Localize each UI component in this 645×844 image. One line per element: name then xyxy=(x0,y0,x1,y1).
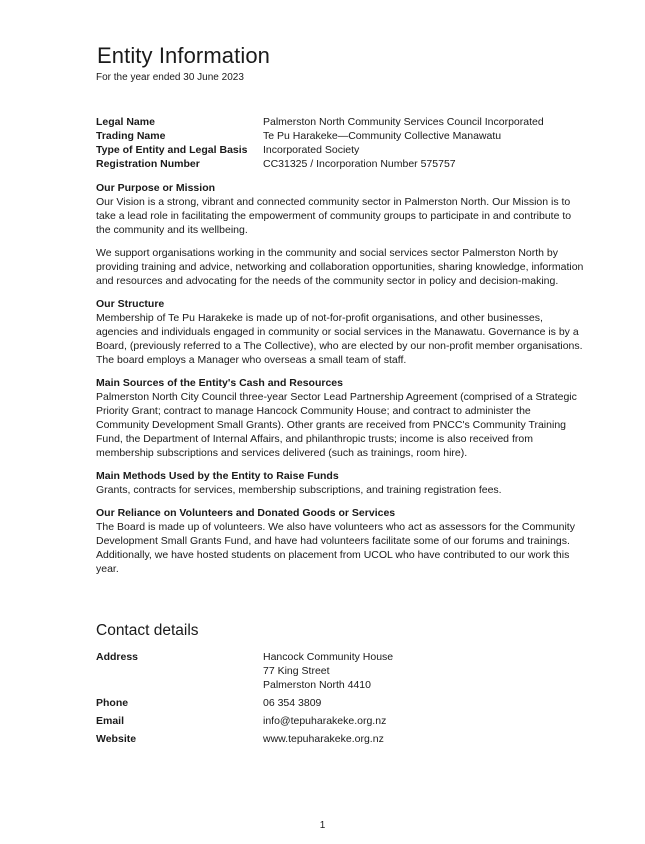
address-line: 77 King Street xyxy=(263,665,330,677)
entity-row xyxy=(96,157,596,171)
section-sources xyxy=(96,376,586,460)
field-value: CC31325 / Incorporation Number 575757 xyxy=(263,158,456,170)
section-heading: Our Structure xyxy=(96,298,165,310)
page-title: Entity Information xyxy=(97,43,270,68)
entity-row xyxy=(96,115,596,129)
field-label: Registration Number xyxy=(96,158,200,170)
contact-title: Contact details xyxy=(96,622,199,639)
entity-details xyxy=(96,115,596,171)
page-number: 1 xyxy=(319,820,326,831)
section-paragraph: The Board is made up of volunteers. We also have volunteers who act as assessors for the Community Development Small Grants Fund, and have had volunteers facilitate some of our forums and trainings. Additionally, we have hosted students on placement from UCOL who have contributed to our work this year. xyxy=(96,521,575,575)
section-purpose xyxy=(96,181,586,288)
section-structure xyxy=(96,297,586,367)
section-paragraph: Palmerston North City Council three-year Sector Lead Partnership Agreement (comprised of a Strategic Priority Grant; contract to manage Hancock Community House; and contract to administer the Community Development Small Grants). Other grants are received from PNCC's Community Training Fund, the Department of Internal Affairs, and philanthropic trusts; income is also received from membership subscriptions and services delivered (such as trainings, room hire). xyxy=(96,391,577,459)
entity-row xyxy=(96,129,596,143)
website-label: Website xyxy=(96,733,137,745)
field-label: Legal Name xyxy=(96,116,155,128)
field-label: Trading Name xyxy=(96,130,166,142)
contact-address-row xyxy=(96,650,596,692)
contact-website-row xyxy=(96,732,596,746)
entity-row xyxy=(96,143,596,157)
field-label: Type of Entity and Legal Basis xyxy=(96,144,248,156)
address-line: Palmerston North 4410 xyxy=(263,679,371,691)
section-paragraph: We support organisations working in the community and social services sector Palmerston North by providing training and advice, networking and collaboration opportunities, sharing knowledge, information and resources and advocating for the needs of the community sector in policy and decision-making. xyxy=(96,247,584,287)
section-fundraising xyxy=(96,469,586,497)
section-heading: Main Methods Used by the Entity to Raise Funds xyxy=(96,470,339,482)
section-heading: Our Purpose or Mission xyxy=(96,182,216,194)
section-paragraph: Membership of Te Pu Harakeke is made up of not-for-profit organisations, and other businesses, agencies and individuals engaged in community or social services in the Manawatu. Governance is by a Board, (previously referred to a The Collective), who are elected by our non-profit member organisations. The board employs a Manager who overseas a small team of staff. xyxy=(96,312,583,366)
address-line: Hancock Community House xyxy=(263,651,394,663)
phone-value: 06 354 3809 xyxy=(263,697,322,709)
website-value: www.tepuharakeke.org.nz xyxy=(263,733,384,745)
contact-email-row xyxy=(96,714,596,728)
section-heading: Our Reliance on Volunteers and Donated Goods or Services xyxy=(96,507,396,519)
field-value: Te Pu Harakeke—Community Collective Manawatu xyxy=(263,130,502,142)
phone-label: Phone xyxy=(96,697,129,709)
section-paragraph: Our Vision is a strong, vibrant and connected community sector in Palmerston North. Our Mission is to take a lead role in facilitating the empowerment of community groups to participate in and contribute to the community and its wellbeing. xyxy=(96,196,572,236)
address-value xyxy=(263,650,596,692)
address-label: Address xyxy=(96,651,139,663)
entity-sections xyxy=(96,181,586,585)
section-paragraph: Grants, contracts for services, membership subscriptions, and training registration fees. xyxy=(96,484,502,496)
field-value: Palmerston North Community Services Council Incorporated xyxy=(263,116,544,128)
section-volunteers xyxy=(96,506,586,576)
section-heading: Main Sources of the Entity's Cash and Resources xyxy=(96,377,343,389)
contact-details xyxy=(96,650,596,750)
email-value: info@tepuharakeke.org.nz xyxy=(263,715,387,727)
page-subtitle: For the year ended 30 June 2023 xyxy=(96,72,244,83)
field-value: Incorporated Society xyxy=(263,144,360,156)
email-label: Email xyxy=(96,715,125,727)
contact-phone-row xyxy=(96,696,596,710)
